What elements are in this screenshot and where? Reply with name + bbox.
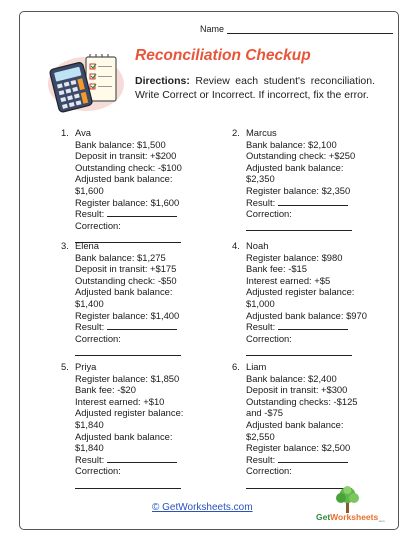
result-row xyxy=(75,454,183,466)
getworksheets-logo xyxy=(312,485,386,525)
footer-link[interactable]: © GetWorksheets.com xyxy=(152,502,253,513)
result-row xyxy=(246,321,367,333)
problem-line: Outstanding checks: -$125 xyxy=(246,395,358,407)
problem-line: Adjusted bank balance: xyxy=(75,173,173,185)
page-title: Reconciliation Checkup xyxy=(135,47,311,64)
result-label: Result: xyxy=(75,453,105,465)
problem-number: 1. xyxy=(61,127,69,138)
problem-line: $1,840 xyxy=(75,418,104,430)
problem-line: Register balance: $2,500 xyxy=(246,442,351,454)
problem-line: Bank balance: $2,400 xyxy=(246,372,337,384)
correction-label: Correction: xyxy=(75,465,121,477)
problem-line: $2,550 xyxy=(246,430,275,442)
result-answer-line[interactable] xyxy=(107,209,177,217)
problem-line: Deposit in transit: +$200 xyxy=(75,150,177,162)
student-name: Priya xyxy=(75,361,97,372)
result-answer-line[interactable] xyxy=(107,322,177,330)
problem-line: Adjusted register balance: xyxy=(246,286,355,298)
tree-icon xyxy=(336,486,359,513)
problem-line: Bank balance: $2,100 xyxy=(246,138,337,150)
problem-line: Adjusted bank balance: xyxy=(75,286,173,298)
problem-line: $1,840 xyxy=(75,442,104,454)
problem-line: Bank fee: -$15 xyxy=(246,263,307,275)
student-name: Noah xyxy=(246,240,269,251)
problem-line: Outstanding check: -$50 xyxy=(75,274,177,286)
result-label: Result: xyxy=(75,321,105,333)
result-label: Result: xyxy=(246,453,276,465)
problem-line: $1,000 xyxy=(246,297,275,309)
student-name: Ava xyxy=(75,127,91,138)
correction-label: Correction: xyxy=(246,208,292,220)
problem-number: 6. xyxy=(232,361,240,372)
problem-line: Outstanding check: -$100 xyxy=(75,161,182,173)
result-row xyxy=(246,197,355,209)
name-label: Name xyxy=(200,24,225,34)
result-answer-line[interactable] xyxy=(107,455,177,463)
problem-line: Register balance: $2,350 xyxy=(246,184,351,196)
result-answer-line[interactable] xyxy=(278,455,348,463)
problem-line: Interest earned: +$5 xyxy=(246,274,331,286)
student-name: Marcus xyxy=(246,127,277,138)
result-label: Result: xyxy=(246,196,276,208)
problem-line: Bank balance: $1,275 xyxy=(75,251,166,263)
problem-number: 2. xyxy=(232,127,240,138)
problem-line: Bank balance: $1,500 xyxy=(75,138,166,150)
problem-line: Adjusted bank balance: xyxy=(246,161,344,173)
problem-line: Deposit in transit: +$300 xyxy=(246,384,348,396)
correction-label: Correction: xyxy=(246,465,292,477)
svg-text:.com: .com xyxy=(378,519,385,523)
directions-text: Review each student's reconciliation. Write Correct or Incorrect. If incorrect, fix the error. xyxy=(135,75,375,101)
problem-line: Adjusted bank balance: xyxy=(75,430,173,442)
problem-line: Bank fee: -$20 xyxy=(75,384,136,396)
student-name: Elena xyxy=(75,240,99,251)
problem-line: $1,400 xyxy=(75,297,104,309)
problem-number: 5. xyxy=(61,361,69,372)
name-row xyxy=(200,24,393,34)
problem-line: Register balance: $980 xyxy=(246,251,343,263)
correction-label: Correction: xyxy=(246,332,292,344)
correction-answer-line[interactable] xyxy=(75,477,181,489)
result-row xyxy=(246,454,358,466)
correction-answer-line[interactable] xyxy=(246,344,352,356)
directions xyxy=(135,75,375,102)
problem-line: Adjusted bank balance: xyxy=(246,418,344,430)
problem-number: 3. xyxy=(61,240,69,251)
problem-line: Adjusted register balance: xyxy=(75,407,184,419)
student-name: Liam xyxy=(246,361,267,372)
correction-answer-line[interactable] xyxy=(75,344,181,356)
result-label: Result: xyxy=(75,208,105,220)
result-row xyxy=(75,208,182,220)
problem-line: Register balance: $1,850 xyxy=(75,372,180,384)
problem-line: Outstanding check: +$250 xyxy=(246,150,356,162)
problem-line: $2,350 xyxy=(246,173,275,185)
problem-line: Register balance: $1,600 xyxy=(75,196,180,208)
correction-label: Correction: xyxy=(75,332,121,344)
correction-label: Correction: xyxy=(75,219,121,231)
result-label: Result: xyxy=(246,321,276,333)
problem-line: $1,600 xyxy=(75,184,104,196)
result-answer-line[interactable] xyxy=(278,198,348,206)
calculator-checklist-icon xyxy=(46,51,126,113)
correction-answer-line[interactable] xyxy=(246,220,352,232)
problem-line: and -$75 xyxy=(246,407,284,419)
problem-line: Interest earned: +$10 xyxy=(75,395,165,407)
name-line[interactable] xyxy=(227,26,393,34)
result-answer-line[interactable] xyxy=(278,322,348,330)
problem-line: Deposit in transit: +$175 xyxy=(75,263,177,275)
svg-text:GetWorksheets: GetWorksheets xyxy=(316,512,379,522)
problem-line: Register balance: $1,400 xyxy=(75,309,180,321)
problem-number: 4. xyxy=(232,240,240,251)
result-row xyxy=(75,321,181,333)
problem-line: Adjusted bank balance: $970 xyxy=(246,309,367,321)
directions-label: Directions: xyxy=(135,75,190,87)
